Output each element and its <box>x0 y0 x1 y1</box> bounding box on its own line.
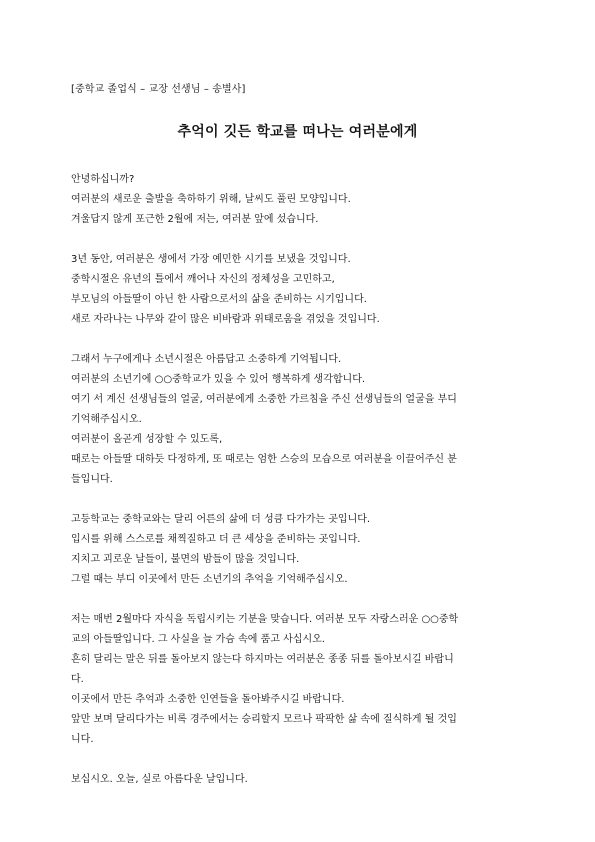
document-body <box>71 170 529 810</box>
text-line: 여러분이 올곧게 성장할 수 있도록, <box>71 434 223 445</box>
text-line: 들입니다. <box>71 474 113 485</box>
text-line: 입시를 위해 스스로를 채찍질하고 더 큰 세상을 준비하는 곳입니다. <box>71 534 361 545</box>
paragraph <box>71 510 529 590</box>
text-line: 저는 매번 2월마다 자식을 독립시키는 기분을 맞습니다. 여러분 모두 자랑스러운 ○○중학 <box>71 614 459 625</box>
text-line: 흔히 달리는 말은 뒤를 돌아보지 않는다 하지마는 여러분은 종종 뒤를 돌아보시길 바랍니 <box>71 654 454 665</box>
paragraph <box>71 170 529 230</box>
document-header: [중학교 졸업식 – 교장 선생님 – 송별사] <box>71 84 246 95</box>
text-line: 지치고 괴로운 날들이, 불면의 밤들이 많을 것입니다. <box>71 554 300 565</box>
text-line: 이곳에서 만든 추억과 소중한 인연들을 돌아봐주시길 바랍니다. <box>71 694 345 705</box>
text-line: 다. <box>71 674 84 685</box>
text-line: 새로 자라나는 나무와 같이 많은 비바람과 위태로움을 겪었을 것입니다. <box>71 314 380 325</box>
text-line: 보십시오. 오늘, 실로 아름다운 날입니다. <box>71 774 248 785</box>
paragraph <box>71 350 529 490</box>
text-line: 고등학교는 중학교와는 달리 어른의 삶에 더 성큼 다가가는 곳입니다. <box>71 514 371 525</box>
paragraph <box>71 610 529 750</box>
text-line: 앞만 보며 달리다가는 비록 경주에서는 승리할지 모르나 팍팍한 삶 속에 질식하게 될 것입 <box>71 714 457 725</box>
paragraph <box>71 250 529 330</box>
text-line: 중학시절은 유년의 틀에서 깨어나 자신의 정체성을 고민하고, <box>71 274 335 285</box>
text-line: 여러분의 새로운 출발을 축하하기 위해, 날씨도 풀린 모양입니다. <box>71 194 351 205</box>
text-line: 안녕하십니까? <box>71 174 135 185</box>
text-line: 때로는 아들딸 대하듯 다정하게, 또 때로는 엄한 스승의 모습으로 여러분을 이끌어주신 분 <box>71 454 457 465</box>
text-line: 그래서 누구에게나 소년시절은 아름답고 소중하게 기억됩니다. <box>71 354 342 365</box>
text-line: 그럴 때는 부디 이곳에서 만든 소년기의 추억을 기억해주십시오. <box>71 574 348 585</box>
text-line: 부모님의 아들딸이 아닌 한 사람으로서의 삶을 준비하는 시기입니다. <box>71 294 367 305</box>
text-line: 겨울답지 않게 포근한 2월에 저는, 여러분 앞에 섰습니다. <box>71 214 319 225</box>
paragraph <box>71 770 529 790</box>
text-line: 3년 동안, 여러분은 생에서 가장 예민한 시기를 보냈을 것입니다. <box>71 254 351 265</box>
text-line: 여기 서 계신 선생님들의 얼굴, 여러분에게 소중한 가르침을 주신 선생님들의 얼굴을 부디 <box>71 394 457 405</box>
text-line: 여러분의 소년기에 ○○중학교가 있을 수 있어 행복하게 생각합니다. <box>71 374 366 385</box>
document-title: 추억이 깃든 학교를 떠나는 여러분에게 <box>177 124 418 140</box>
text-line: 교의 아들딸입니다. 그 사실을 늘 가슴 속에 품고 사십시오. <box>71 634 325 645</box>
text-line: 기억해주십시오. <box>71 414 142 425</box>
text-line: 니다. <box>71 734 94 745</box>
